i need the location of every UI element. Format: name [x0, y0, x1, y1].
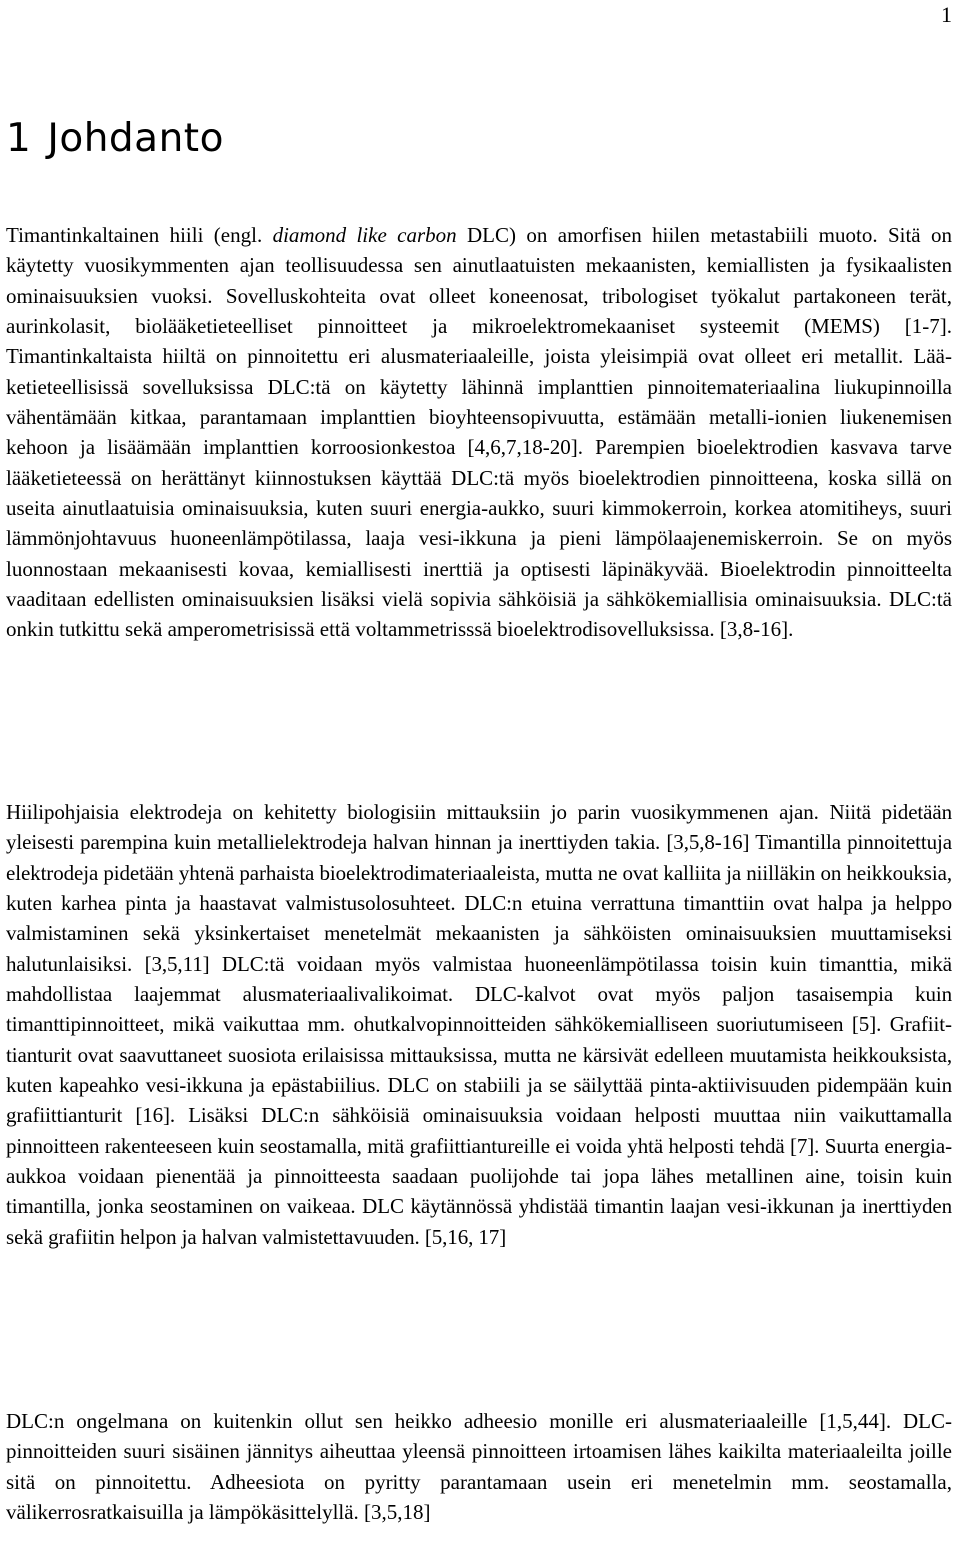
paragraph-1-lead: Timantinkaltainen hiili (engl.: [6, 223, 273, 247]
paragraph-2-text: Hiilipohjaisia elektrodeja on kehitetty biologisiin mittauksiin jo parin vuosikymmenen ajan. Niitä pidetään yleisesti parempina kuin metallielektrodeja halvan hinnan ja inerttiyden takia. [3,5,8-16] Timantilla pinnoitettuja elektrodeja pidetään yhtenä parhaista bioelektrodimateriaaleista, mutta ne ovat kalliita ja niilläkin on heikkouksia, kuten karhea pinta ja haastavat valmistusolosuhteet. DLC:n etuina verrattuna timanttiin ovat halpa ja helppo valmistaminen sekä yksinkertaiset menetelmät mekaanisten ja sähköisten ominaisuuksien muuttamiseksi halutunlaisiksi. [3,5,11] DLC:tä voidaan myös valmistaa huoneenlämpötilassa toisin kuin timanttia, mikä mahdollistaa laajemmat alusmateriaalivalikoimat. DLC-kalvot ovat myös paljon tasaisempia kuin timanttipinnoitteet, mikä vaikuttaa mm. ohutkalvopinnoitteiden sähkökemialliseen suoriutumiseen [5]. Grafiittianturit ovat saavuttaneet suosiota erilaisissa mittauksissa, mutta ne kärsivät edelleen muutamista heikkouksista, kuten kapeahko vesi-ikkuna ja epästabiilius. DLC on stabiili ja se säilyttää pinta-aktiivisuuden pidempään kuin grafiittianturit [16]. Lisäksi DLC:n sähköisiä ominaisuuksia voidaan helposti muuttaa niin vaikuttamalla pinnoitteen rakenteeseen kuin seostamalla, mitä grafiittiantureille ei voida yhtä helposti tehdä [7]. Suurta energia-aukkoa voidaan pienentää ja pinnoitteesta saadaan puolijohde tai jopa lähes metallinen aine, toisin kuin timantilla, jonka seostaminen on vaikeaa. DLC käytännössä yhdistää timantin laajan vesi-ikkunan ja inerttiyden sekä grafiitin helpon ja halvan valmistettavuuden. [5,16, 17]: [6, 800, 952, 1249]
section-heading: [6, 116, 224, 161]
page-number: 1: [941, 2, 952, 27]
paragraph-2: [6, 797, 952, 1252]
paragraph-1: [6, 220, 952, 645]
paragraph-1-english-term: diamond like carbon: [272, 223, 457, 247]
section-title: Johdanto: [47, 116, 224, 161]
paragraph-3-text: DLC:n ongelmana on kuitenkin ollut sen heikko adheesio monille eri alusmateriaaleille [1,5,44]. DLC-pinnoitteiden suuri sisäinen jännitys aiheuttaa yleensä pinnoitteen irtoamisen lähes kaikilta materiaaleilta joille sitä on pinnoitettu. Adheesiota on pyritty parantamaan usein eri menetelmin mm. seostamalla, välikerrosratkaisuilla ja lämpökäsittelyllä. [3,5,18]: [6, 1409, 952, 1525]
paragraph-1-text: DLC) on amorfisen hiilen metastabiili muoto. Sitä on käytetty vuosikymmenten ajan teollisuudessa sen ainutlaatuisten mekaanisten, kemiallisten ja fysikaalisten ominaisuuksien vuoksi. Sovelluskohteita ovat olleet koneenosat, tribologiset työkalut partakoneen terät, aurinkolasit, biolääketieteelliset pinnoitteet ja mikroelektromekaaniset systeemit (MEMS) [1-7]. Timantinkaltaista hiiltä on pinnoitettu eri alusmateriaaleille, joista yleisimpiä ovat olleet eri metallit. Lääketieteellisissä sovelluksissa DLC:tä on käytetty lähinnä implanttien pinnoitemateriaalina liukupinnoilla vähentämään kitkaa, parantamaan implanttien bioyhteensopivuutta, estämään metalli-ionien liukenemisen kehoon ja lisäämään implanttien korroosionkestoa [4,6,7,18-20]. Parempien bioelektrodien kasvava tarve lääketieteessä on herättänyt kiinnostuksen käyttää DLC:tä myös bioelektrodien pinnoitteena, koska sillä on useita ainutlaatuisia ominaisuuksia, kuten suuri energia-aukko, suuri kimmokerroin, korkea atomitiheys, suuri lämmönjohtavuus huoneenlämpötilassa, laaja vesi-ikkuna ja pieni lämpölaajenemiskerroin. Se on myös luonnostaan mekaanisesti kovaa, kemiallisesti inerttiä ja optisesti läpinäkyvää. Bioelektrodin pinnoitteelta vaaditaan edellisten ominaisuuksien lisäksi vielä sopivia sähköisiä ja sähkökemiallisia ominaisuuksia. DLC:tä onkin tutkittu sekä amperometrisissä että voltammetrisssä bioelektrodisovelluksissa. [3,8-16].: [6, 223, 952, 642]
paragraph-3: [6, 1406, 952, 1527]
section-number: 1: [6, 116, 32, 161]
